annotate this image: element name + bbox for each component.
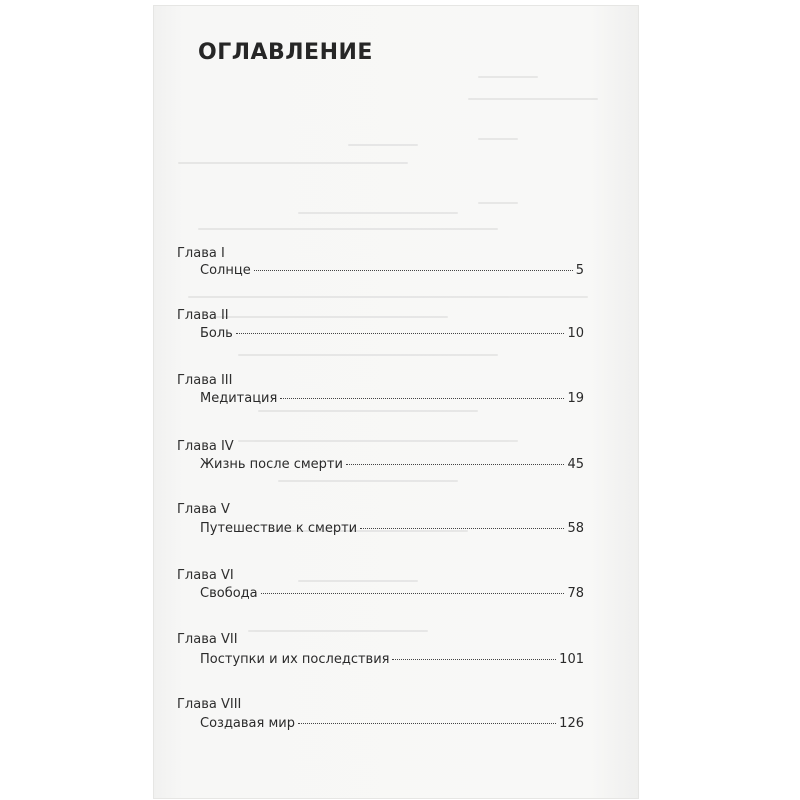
toc-entry-title: Поступки и их последствия (200, 652, 390, 667)
toc-entry-page: 101 (559, 652, 584, 667)
toc-entry-page: 45 (567, 457, 584, 472)
page-title: ОГЛАВЛЕНИЕ (198, 40, 373, 65)
dot-leader (236, 333, 565, 334)
chapter-label: Глава VII (177, 632, 238, 647)
dot-leader (254, 270, 573, 271)
dot-leader (360, 528, 564, 529)
toc-entry-page: 10 (567, 326, 584, 341)
dot-leader (346, 464, 565, 465)
toc-entry-title: Создавая мир (200, 716, 295, 731)
toc-entry[interactable] (200, 391, 584, 406)
toc-entry[interactable] (200, 263, 584, 278)
toc-entry-title: Медитация (200, 391, 278, 406)
chapter-label: Глава II (177, 308, 229, 323)
chapter-label: Глава VIII (177, 697, 242, 712)
toc-entry[interactable] (200, 457, 584, 472)
toc-entry-title: Свобода (200, 586, 258, 601)
chapter-label: Глава VI (177, 568, 234, 583)
toc-entry-page: 126 (559, 716, 584, 731)
toc-entry-title: Путешествие к смерти (200, 521, 358, 536)
chapter-label: Глава III (177, 373, 233, 388)
toc-entry[interactable] (200, 586, 584, 601)
dot-leader (261, 593, 565, 594)
dot-leader (298, 723, 556, 724)
toc-entry-page: 58 (567, 521, 584, 536)
dot-leader (280, 398, 564, 399)
toc-entry-title: Солнце (200, 263, 251, 278)
toc-entry[interactable] (200, 716, 584, 731)
dot-leader (392, 659, 556, 660)
toc-entry-page: 19 (567, 391, 584, 406)
toc-entry[interactable] (200, 326, 584, 341)
toc-entry-title: Боль (200, 326, 233, 341)
chapter-label: Глава V (177, 502, 230, 517)
toc-entry-page: 5 (575, 263, 584, 278)
chapter-label: Глава I (177, 246, 225, 261)
chapter-label: Глава IV (177, 439, 234, 454)
toc-entry-page: 78 (567, 586, 584, 601)
toc-entry[interactable] (200, 652, 584, 667)
toc-entry[interactable] (200, 521, 584, 536)
toc-entry-title: Жизнь после смерти (200, 457, 343, 472)
